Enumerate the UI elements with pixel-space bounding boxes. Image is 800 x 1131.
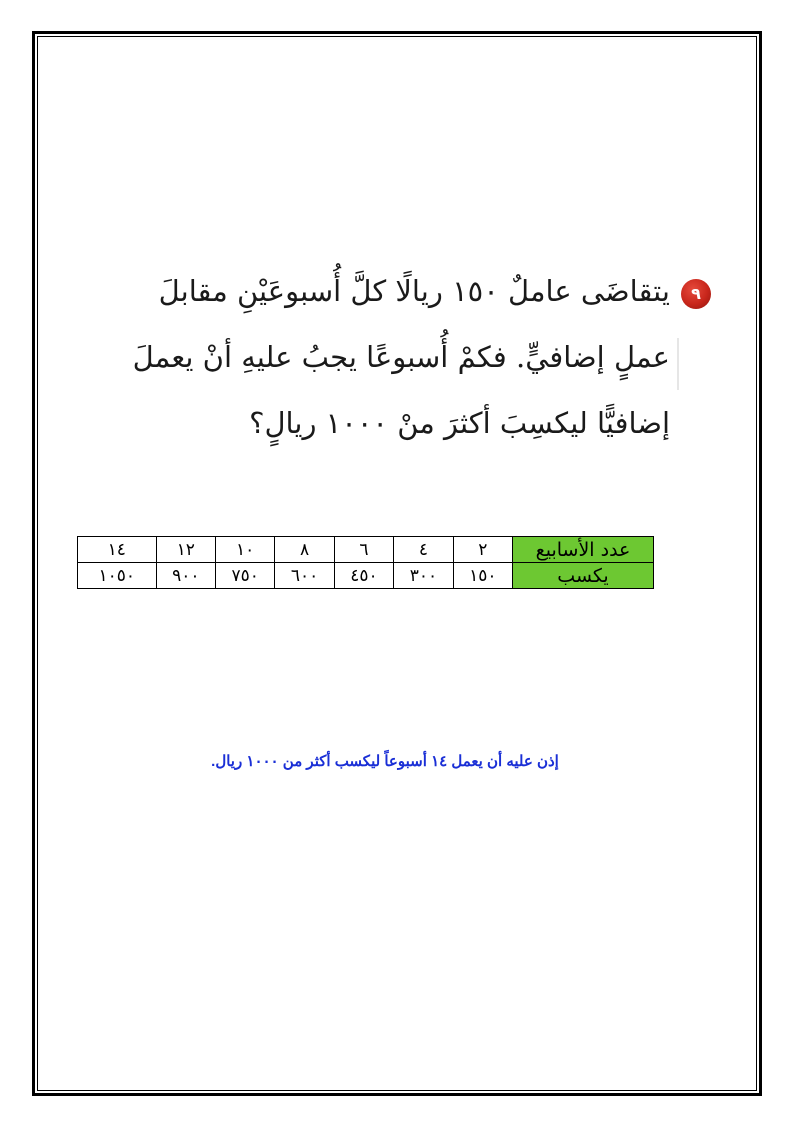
margin-mark — [677, 338, 679, 390]
table-cell: ٩٠٠ — [156, 563, 215, 589]
conclusion-text: إذن عليه أن يعمل ١٤ أسبوعاً ليكسب أكثر من ١٠٠٠ ريال. — [211, 753, 559, 770]
table-cell: ٣٠٠ — [394, 563, 453, 589]
row-header-earnings: يكسب — [513, 563, 654, 589]
problem-line: إضافيًّا ليكسِبَ أكثرَ منْ ١٠٠٠ ريالٍ؟ — [249, 406, 670, 440]
problem-line: يتقاضَى عاملٌ ١٥٠ ريالًا كلَّ أُسبوعَيْنِ مقابلَ — [158, 274, 670, 308]
table-cell: ١٥٠ — [453, 563, 512, 589]
row-header-weeks: عدد الأسابيع — [513, 537, 654, 563]
table-cell: ٢ — [453, 537, 512, 563]
table-cell: ١٠٥٠ — [78, 563, 157, 589]
weeks-row — [78, 537, 654, 563]
table-cell: ٦٠٠ — [275, 563, 334, 589]
table-cell: ١٠ — [215, 537, 274, 563]
table-cell: ١٢ — [156, 537, 215, 563]
table-cell: ٤٥٠ — [334, 563, 393, 589]
problem-statement — [110, 258, 670, 456]
weeks-earnings-table — [77, 536, 654, 589]
earnings-row — [78, 563, 654, 589]
table-cell: ٨ — [275, 537, 334, 563]
table-cell: ٧٥٠ — [215, 563, 274, 589]
table-cell: ٤ — [394, 537, 453, 563]
problem-number-badge: ٩ — [681, 279, 711, 309]
table-cell: ٦ — [334, 537, 393, 563]
table-cell: ١٤ — [78, 537, 157, 563]
problem-line: عملٍ إضافيٍّ. فكمْ أُسبوعًا يجبُ عليهِ أنْ يعملَ — [132, 340, 670, 374]
